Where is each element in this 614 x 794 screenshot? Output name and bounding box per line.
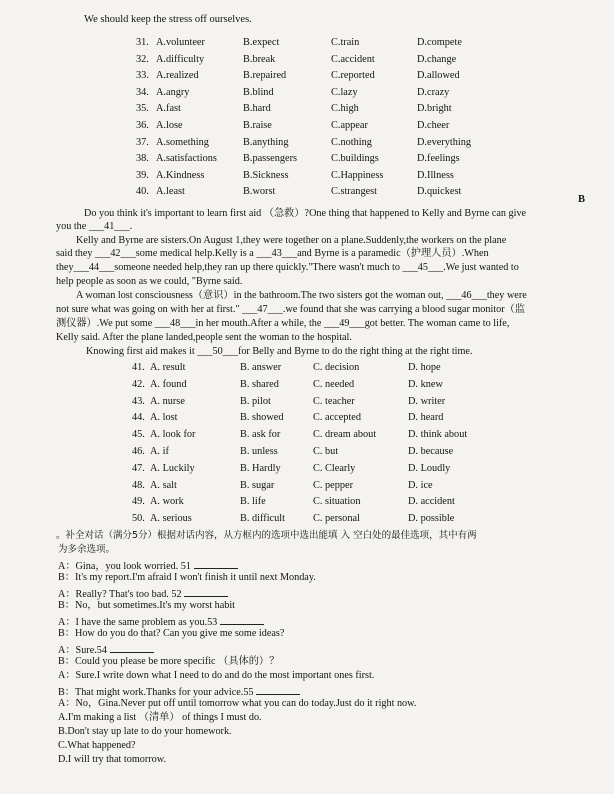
option-d[interactable]: D.bright bbox=[417, 103, 452, 115]
option-c[interactable]: C.strangest bbox=[331, 186, 378, 198]
option-d[interactable]: D. accident bbox=[408, 496, 455, 508]
option-d[interactable]: D.crazy bbox=[417, 86, 450, 98]
option-a[interactable]: A.volunteer bbox=[156, 37, 205, 48]
option-b[interactable]: B.anything bbox=[243, 136, 289, 148]
option-b[interactable]: B.raise bbox=[243, 120, 272, 131]
option-c[interactable]: C. but bbox=[313, 446, 339, 457]
question-number: 40. bbox=[136, 186, 149, 198]
dialogue-line: A：Sure.54 bbox=[58, 642, 154, 658]
option-a[interactable]: A. serious bbox=[150, 513, 192, 525]
option-a[interactable]: A. if bbox=[150, 446, 169, 457]
option-d[interactable]: D.Illness bbox=[417, 169, 454, 181]
dialogue-line: B：No，but sometimes.It's my worst habit bbox=[58, 600, 235, 611]
option-b[interactable]: B. pilot bbox=[240, 395, 271, 407]
option-a[interactable]: A.something bbox=[156, 136, 209, 148]
option-c[interactable]: C. personal bbox=[313, 513, 360, 525]
option-d[interactable]: D. knew bbox=[408, 378, 443, 390]
option-d[interactable]: D.feelings bbox=[417, 153, 460, 165]
option-c[interactable]: C. Clearly bbox=[313, 462, 356, 474]
option-d[interactable]: D.cheer bbox=[417, 120, 450, 131]
option-c[interactable]: C.accident bbox=[331, 53, 375, 65]
dialogue-line: A：I have the same problem as you.53 bbox=[58, 614, 264, 630]
passage-line: Knowing first aid makes it ___50___for Belly and Byrne to do the right thing at the right time. bbox=[86, 346, 473, 357]
option-d[interactable]: D. writer bbox=[408, 395, 446, 407]
option-c[interactable]: C. pepper bbox=[313, 479, 354, 491]
question-number: 32. bbox=[136, 53, 149, 65]
dialogue-option: C.What happened? bbox=[58, 740, 136, 751]
option-d[interactable]: D. because bbox=[408, 446, 454, 457]
question-number: 45. bbox=[132, 429, 145, 441]
dialogue-instructions-cont: 为多余选项。 bbox=[58, 544, 116, 555]
answer-blank[interactable] bbox=[220, 614, 264, 625]
option-c[interactable]: C.buildings bbox=[331, 153, 379, 165]
option-a[interactable]: A. result bbox=[150, 362, 186, 373]
option-a[interactable]: A.lose bbox=[156, 120, 183, 131]
option-a[interactable]: A. look for bbox=[150, 429, 196, 441]
dialogue-line: A：Gina，you look worried. 51 bbox=[58, 558, 238, 574]
question-number: 34. bbox=[136, 86, 149, 98]
passage-line: said they ___42___some medical help.Kelly is a ___43___and Byrne is a paramedic（护理人员）.When bbox=[56, 248, 489, 259]
option-b[interactable]: B.expect bbox=[243, 37, 280, 48]
option-d[interactable]: D.allowed bbox=[417, 70, 460, 82]
dialogue-line: B：How do you do that? Can you give me some ideas? bbox=[58, 628, 285, 639]
dialogue-option: A.I'm making a list （清单） of things I must do. bbox=[58, 712, 262, 723]
question-number: 36. bbox=[136, 120, 149, 131]
option-c[interactable]: C. teacher bbox=[313, 395, 355, 407]
question-number: 44. bbox=[132, 412, 145, 424]
question-number: 35. bbox=[136, 103, 149, 115]
option-d[interactable]: D.everything bbox=[417, 136, 472, 148]
option-c[interactable]: C.nothing bbox=[331, 136, 372, 148]
option-b[interactable]: B. answer bbox=[240, 362, 282, 373]
passage-line: Do you think it's important to learn first aid （急救）?One thing that happened to Kelly and Byrne can give bbox=[84, 208, 527, 219]
passage-line: 测仪器）.We put some ___48___in her mouth.After a while, the ___49___got better. The woman came to life, bbox=[56, 318, 510, 329]
option-c[interactable]: C. decision bbox=[313, 362, 360, 373]
option-b[interactable]: B.blind bbox=[243, 86, 274, 98]
answer-blank[interactable] bbox=[194, 558, 238, 569]
passage-line: A woman lost consciousness（意识）in the bathroom.The two sisters got the woman out, ___46___they were bbox=[76, 290, 527, 301]
option-a[interactable]: A. work bbox=[150, 496, 184, 508]
option-b[interactable]: B. unless bbox=[240, 446, 278, 457]
option-d[interactable]: D. possible bbox=[408, 513, 455, 525]
option-c[interactable]: C.Happiness bbox=[331, 169, 384, 181]
option-d[interactable]: D.compete bbox=[417, 37, 462, 48]
section-b-label: B bbox=[578, 194, 586, 205]
question-number: 33. bbox=[136, 70, 149, 82]
answer-blank[interactable] bbox=[184, 586, 228, 597]
option-b[interactable]: B. shared bbox=[240, 378, 279, 390]
option-d[interactable]: D. heard bbox=[408, 412, 444, 424]
option-d[interactable]: D. think about bbox=[408, 429, 468, 441]
option-c[interactable]: C. dream about bbox=[313, 429, 377, 441]
dialogue-option: B.Don't stay up late to do your homework. bbox=[58, 726, 232, 737]
passage-line: help people as soon as we could, "Byrne said. bbox=[56, 276, 243, 287]
option-c[interactable]: C.high bbox=[331, 103, 359, 115]
option-b[interactable]: B.repaired bbox=[243, 70, 287, 82]
option-c[interactable]: C.train bbox=[331, 37, 360, 48]
dialogue-line: A：No，Gina.Never put off until tomorrow what you can do today.Just do it right now. bbox=[58, 698, 417, 709]
passage-line: not sure what was going on with her at first." ___47___.we found that she was carrying a blood sugar monitor（监 bbox=[56, 304, 526, 315]
option-c[interactable]: C.lazy bbox=[331, 86, 358, 98]
intro-line: We should keep the stress off ourselves. bbox=[84, 14, 252, 25]
passage-line: you the ___41___. bbox=[56, 221, 133, 232]
question-number: 39. bbox=[136, 169, 149, 181]
option-b[interactable]: B. life bbox=[240, 496, 266, 508]
dialogue-line: B：It's my report.I'm afraid I won't finish it until next Monday. bbox=[58, 572, 316, 583]
option-a[interactable]: A. nurse bbox=[150, 395, 185, 407]
option-b[interactable]: B. Hardly bbox=[240, 462, 281, 474]
option-a[interactable]: A.angry bbox=[156, 86, 190, 98]
option-a[interactable]: A. found bbox=[150, 378, 187, 390]
option-b[interactable]: B.Sickness bbox=[243, 169, 289, 181]
question-number: 50. bbox=[132, 513, 145, 525]
answer-blank[interactable] bbox=[110, 642, 154, 653]
option-d[interactable]: D. Loudly bbox=[408, 462, 451, 474]
option-c[interactable]: C. accepted bbox=[313, 412, 362, 424]
option-a[interactable]: A. Luckily bbox=[150, 462, 195, 474]
option-d[interactable]: D. hope bbox=[408, 362, 441, 373]
option-a[interactable]: A. lost bbox=[150, 412, 178, 424]
option-d[interactable]: D. ice bbox=[408, 479, 433, 491]
option-c[interactable]: C.reported bbox=[331, 70, 375, 82]
option-a[interactable]: A.difficulty bbox=[156, 53, 205, 65]
option-a[interactable]: A.least bbox=[156, 186, 185, 198]
question-number: 43. bbox=[132, 395, 145, 407]
dialogue-option: D.I will try that tomorrow. bbox=[58, 754, 166, 765]
question-number: 37. bbox=[136, 136, 149, 148]
dialogue-line: A：Sure.I write down what I need to do and do the most important ones first. bbox=[58, 670, 375, 681]
option-b[interactable]: B. difficult bbox=[240, 513, 285, 525]
question-number: 41. bbox=[132, 362, 145, 373]
dialogue-line: B：That might work.Thanks for your advice.55 bbox=[58, 684, 300, 700]
option-a[interactable]: A.satisfactions bbox=[156, 153, 217, 165]
question-number: 31. bbox=[136, 37, 149, 48]
option-d[interactable]: D.quickest bbox=[417, 186, 462, 198]
question-number: 47. bbox=[132, 462, 145, 474]
question-number: 42. bbox=[132, 378, 145, 390]
question-number: 48. bbox=[132, 479, 145, 491]
option-c[interactable]: C. situation bbox=[313, 496, 361, 508]
passage-line: Kelly said. After the plane landed,people sent the woman to the hospital. bbox=[56, 332, 352, 343]
passage-line: they___44___someone needed help,they ran up there quickly."There wasn't much to ___45___.We just wanted to bbox=[56, 262, 519, 273]
option-a[interactable]: A.Kindness bbox=[156, 169, 205, 181]
option-d[interactable]: D.change bbox=[417, 53, 457, 65]
option-a[interactable]: A.fast bbox=[156, 103, 181, 115]
dialogue-instructions: 。补全对话（满分5分）根据对话内容，从方框内的选项中选出能填 入 空白处的最佳选项，其中有两 bbox=[56, 530, 477, 541]
dialogue-line: B：Could you please be more specific （具体的）？ bbox=[58, 656, 280, 667]
option-b[interactable]: B. ask for bbox=[240, 429, 281, 441]
dialogue-line: A：Really? That's too bad. 52 bbox=[58, 586, 228, 602]
option-b[interactable]: B.hard bbox=[243, 103, 271, 115]
question-number: 49. bbox=[132, 496, 145, 508]
option-a[interactable]: A.realized bbox=[156, 70, 199, 82]
passage-line: Kelly and Byrne are sisters.On August 1,they were together on a plane.Suddenly,the workers on the plane bbox=[76, 235, 507, 246]
option-b[interactable]: B. sugar bbox=[240, 479, 275, 491]
answer-blank[interactable] bbox=[256, 684, 300, 695]
option-b[interactable]: B. showed bbox=[240, 412, 284, 424]
option-b[interactable]: B.break bbox=[243, 53, 276, 65]
option-c[interactable]: C. needed bbox=[313, 378, 355, 390]
option-b[interactable]: B.worst bbox=[243, 186, 276, 198]
question-number: 46. bbox=[132, 446, 145, 457]
option-c[interactable]: C.appear bbox=[331, 120, 368, 131]
question-number: 38. bbox=[136, 153, 149, 165]
option-a[interactable]: A. salt bbox=[150, 479, 177, 491]
option-b[interactable]: B.passengers bbox=[243, 153, 298, 165]
